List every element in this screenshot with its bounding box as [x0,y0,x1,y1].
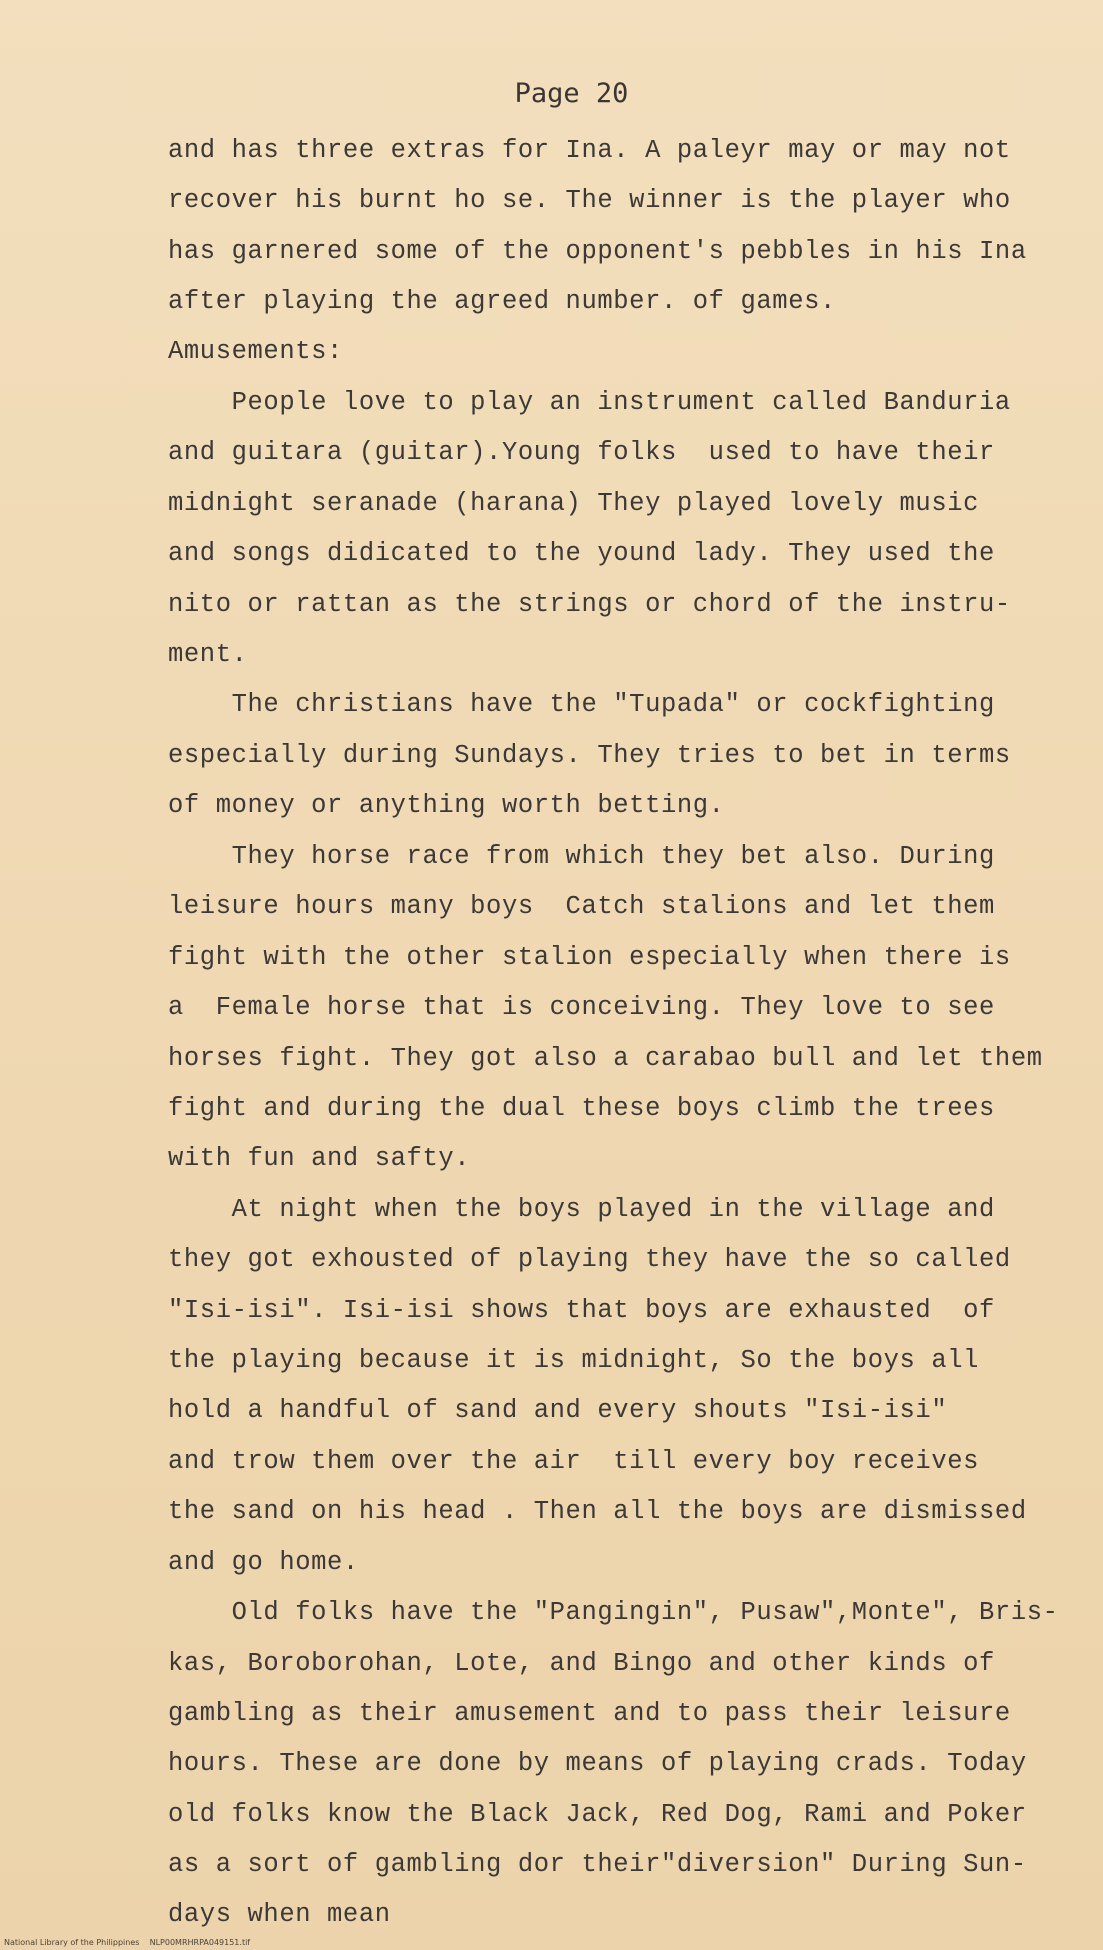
text-line: and go home. [168,1548,359,1577]
text-line: with fun and safty. [168,1144,471,1173]
text-line: nito or rattan as the strings or chord of the instru- [168,590,1011,619]
scan-footer: National Library of the Philippines NLP00MRHRPA049151.tif [4,1938,251,1947]
text-line: Old folks have the "Pangingin", Pusaw",Monte", Bris- [168,1598,1059,1627]
text-line: The christians have the "Tupada" or cockfighting [168,690,995,719]
text-line: gambling as their amusement and to pass their leisure [168,1699,1011,1728]
text-line: especially during Sundays. They tries to bet in terms [168,741,1011,770]
page-number: Page 20 [514,78,629,109]
text-line: as a sort of gambling dor their"diversion" During Sun- [168,1850,1027,1879]
text-line: midnight seranade (harana) They played lovely music [168,489,980,518]
text-line: hours. These are done by means of playing crads. Today [168,1749,1027,1778]
text-line: horses fight. They got also a carabao bull and let them [168,1044,1043,1073]
text-line: They horse race from which they bet also. During [168,842,995,871]
text-line: and songs didicated to the yound lady. They used the [168,539,995,568]
text-line: hold a handful of sand and every shouts "Isi-isi" [168,1396,948,1425]
text-line: days when mean [168,1900,391,1929]
text-line: ment. [168,640,248,669]
text-line: leisure hours many boys Catch stalions and let them [168,892,995,921]
text-line: People love to play an instrument called Banduria [168,388,1011,417]
text-line: and trow them over the air till every boy receives [168,1447,980,1476]
text-line: the sand on his head . Then all the boys are dismissed [168,1497,1027,1526]
text-line: the playing because it is midnight, So the boys all [168,1346,980,1375]
text-line: fight and during the dual these boys climb the trees [168,1094,995,1123]
text-line: after playing the agreed number. of games. [168,287,836,316]
text-line: of money or anything worth betting. [168,791,725,820]
text-line: "Isi-isi". Isi-isi shows that boys are exhausted of [168,1296,995,1325]
text-line: has garnered some of the opponent's pebbles in his Ina [168,237,1027,266]
text-line: old folks know the Black Jack, Red Dog, Rami and Poker [168,1800,1027,1829]
text-line: they got exhousted of playing they have the so called [168,1245,1011,1274]
section-heading: Amusements: [168,337,343,366]
text-line: kas, Boroborohan, Lote, and Bingo and other kinds of [168,1649,995,1678]
text-line: a Female horse that is conceiving. They love to see [168,993,995,1022]
text-line: At night when the boys played in the village and [168,1195,995,1224]
text-line: and guitara (guitar).Young folks used to have their [168,438,995,467]
text-line: recover his burnt ho se. The winner is the player who [168,186,1011,215]
text-line: and has three extras for Ina. A paleyr may or may not [168,136,1011,165]
text-line: fight with the other stalion especially when there is [168,943,1011,972]
